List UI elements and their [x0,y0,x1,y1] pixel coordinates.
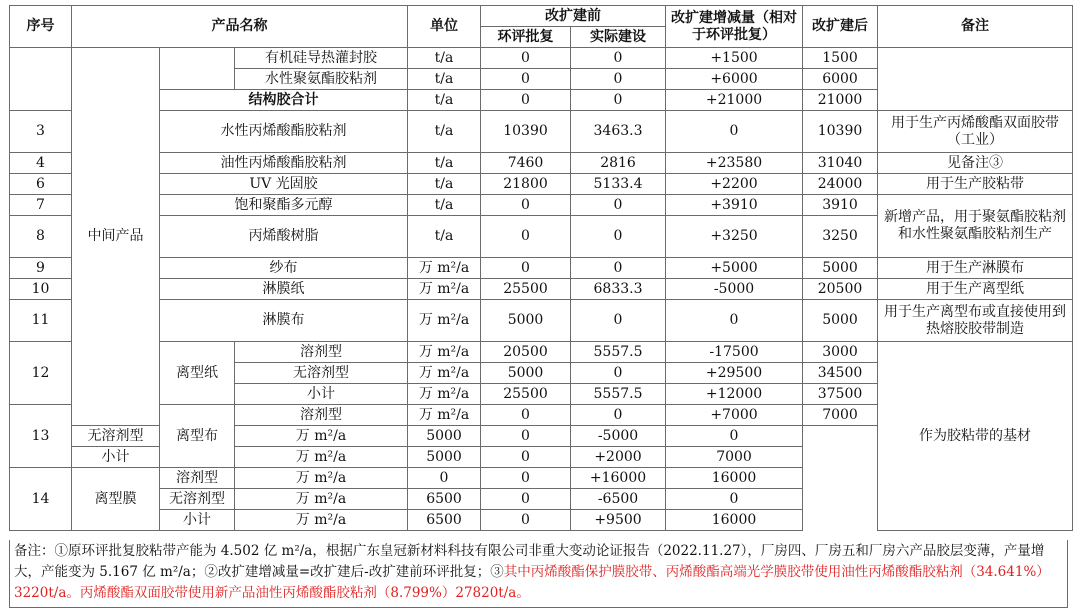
table-row [10,342,1073,363]
seq-cell: 9 [10,258,72,279]
actual-cell: 0 [571,195,666,216]
after-cell: 5000 [803,258,878,279]
unit-cell: 万 m²/a [235,510,408,531]
product-name: 纱布 [160,258,408,279]
change-cell: +16000 [571,468,666,489]
change-cell: +3910 [666,195,803,216]
change-cell: +6000 [666,69,803,90]
after-cell: 37500 [803,384,878,405]
seq-cell [10,48,72,111]
eia-cell: 6500 [408,510,481,531]
header-before-eia: 环评批复 [481,27,571,48]
change-cell: +29500 [666,363,803,384]
unit-cell: t/a [408,216,481,258]
after-cell: 16000 [666,468,803,489]
eia-cell: 0 [481,258,571,279]
seq-cell: 3 [10,111,72,153]
group-cell: 中间产品 [72,48,160,426]
after-cell: 5000 [803,300,878,342]
eia-cell: 10390 [481,111,571,153]
remark-cell: 用于生产丙烯酸酯双面胶带（工业） [878,111,1073,153]
eia-cell: 0 [481,216,571,258]
header-unit: 单位 [408,6,481,48]
remark-cell: 用于生产胶粘带 [878,174,1073,195]
category-cell: 离型膜 [72,468,160,531]
note-text: 备注：①原环评批复胶粘带产能为 4.502 亿 m²/a，根据广东皇冠新材料科技有限公司非重大变动论证报告（2022.11.27），厂房四、厂房五和厂房六产品胶层变薄，产量增大，产能变为 5.167 亿 m²/a；②改扩建增减量=改扩建后-改扩建前环评批复；③ [14,543,1045,580]
change-cell: +3250 [666,216,803,258]
product-capacity-table [9,5,1073,531]
unit-cell: 万 m²/a [408,342,481,363]
unit-cell: t/a [408,195,481,216]
seq-cell: 14 [10,468,72,531]
seq-cell: 10 [10,279,72,300]
after-cell: 21000 [803,90,878,111]
product-name: 无溶剂型 [72,426,160,447]
after-cell: 31040 [803,153,878,174]
change-cell: +9500 [571,510,666,531]
table-row [10,153,1073,174]
product-name: 溶剂型 [235,405,408,426]
after-cell: 3250 [803,216,878,258]
after-cell: 7000 [803,405,878,426]
actual-cell: 0 [481,447,571,468]
actual-cell: 5133.4 [571,174,666,195]
unit-cell: 万 m²/a [408,300,481,342]
eia-cell: 0 [481,405,571,426]
change-cell: 0 [666,300,803,342]
change-cell: +7000 [666,405,803,426]
eia-cell: 0 [481,90,571,111]
table-note [9,540,1068,608]
eia-cell: 25500 [481,384,571,405]
product-name: 溶剂型 [160,468,235,489]
header-before: 改扩建前 [481,6,666,27]
actual-cell: 0 [571,300,666,342]
unit-cell: t/a [408,153,481,174]
category-cell: 离型纸 [160,342,235,405]
actual-cell: 0 [481,468,571,489]
after-cell: 3910 [803,195,878,216]
eia-cell: 5000 [408,447,481,468]
product-name: UV 光固胶 [160,174,408,195]
unit-cell: 万 m²/a [408,279,481,300]
product-name: 小计 [235,384,408,405]
change-cell: +2000 [571,447,666,468]
remark-cell: 见备注③ [878,153,1073,174]
eia-cell: 20500 [481,342,571,363]
after-cell: 0 [666,426,803,447]
actual-cell: 5557.5 [571,342,666,363]
actual-cell: 0 [571,90,666,111]
remark-cell [878,48,1073,111]
actual-cell: 0 [571,363,666,384]
unit-cell: 万 m²/a [235,468,408,489]
eia-cell: 0 [408,468,481,489]
eia-cell: 5000 [481,300,571,342]
eia-cell: 21800 [481,174,571,195]
header-before-actual: 实际建设 [571,27,666,48]
product-name: 水性丙烯酸酯胶粘剂 [160,111,408,153]
unit-cell: 万 m²/a [408,384,481,405]
unit-cell: 万 m²/a [408,405,481,426]
unit-cell: t/a [408,90,481,111]
change-cell: -17500 [666,342,803,363]
product-name: 小计 [72,447,160,468]
product-name: 淋膜纸 [160,279,408,300]
after-cell: 6000 [803,69,878,90]
change-cell: +1500 [666,48,803,69]
unit-cell: 万 m²/a [408,363,481,384]
after-cell: 20500 [803,279,878,300]
unit-cell: t/a [408,48,481,69]
header-after: 改扩建后 [803,6,878,48]
actual-cell: 0 [571,216,666,258]
change-cell: +21000 [666,90,803,111]
after-cell: 0 [666,489,803,510]
product-name: 油性丙烯酸酯胶粘剂 [160,153,408,174]
change-cell: +23580 [666,153,803,174]
unit-cell: 万 m²/a [235,489,408,510]
after-cell: 1500 [803,48,878,69]
table-row [10,174,1073,195]
table-row [10,195,1073,216]
unit-cell: 万 m²/a [235,447,408,468]
eia-cell: 5000 [408,426,481,447]
table-row [10,300,1073,342]
header-change: 改扩建增减量（相对于环评批复） [666,6,803,48]
product-name: 淋膜布 [160,300,408,342]
actual-cell: 0 [571,258,666,279]
change-cell: -5000 [666,279,803,300]
table-row [10,111,1073,153]
remark-cell: 用于生产离型布或直接使用到热熔胶胶带制造 [878,300,1073,342]
header-product: 产品名称 [72,6,408,48]
header-seq: 序号 [10,6,72,48]
change-cell: -6500 [571,489,666,510]
change-cell: 0 [666,111,803,153]
unit-cell: 万 m²/a [408,258,481,279]
unit-cell: 万 m²/a [235,426,408,447]
unit-cell: t/a [408,111,481,153]
product-name: 无溶剂型 [235,363,408,384]
product-name: 丙烯酸树脂 [160,216,408,258]
eia-cell: 6500 [408,489,481,510]
product-name: 溶剂型 [235,342,408,363]
actual-cell: 0 [481,510,571,531]
actual-cell: 0 [571,405,666,426]
eia-cell: 0 [481,69,571,90]
product-name: 结构胶合计 [160,90,408,111]
change-cell: +5000 [666,258,803,279]
table-row [10,279,1073,300]
actual-cell: 6833.3 [571,279,666,300]
seq-cell: 6 [10,174,72,195]
remark-cell: 用于生产离型纸 [878,279,1073,300]
seq-cell: 8 [10,216,72,258]
after-cell: 24000 [803,174,878,195]
seq-cell: 13 [10,405,72,468]
product-name: 有机硅导热灌封胶 [235,48,408,69]
eia-cell: 25500 [481,279,571,300]
product-name: 水性聚氨酯胶粘剂 [235,69,408,90]
eia-cell: 7460 [481,153,571,174]
table-row [10,48,1073,69]
product-name: 小计 [160,510,235,531]
unit-cell: t/a [408,174,481,195]
seq-cell: 12 [10,342,72,405]
after-cell: 7000 [666,447,803,468]
eia-cell: 0 [481,48,571,69]
header-remark: 备注 [878,6,1073,48]
remark-cell: 作为胶粘带的基材 [878,342,1073,531]
actual-cell: 0 [481,426,571,447]
change-cell: -5000 [571,426,666,447]
after-cell: 34500 [803,363,878,384]
change-cell: +12000 [666,384,803,405]
after-cell: 16000 [666,510,803,531]
unit-cell: t/a [408,69,481,90]
eia-cell: 0 [481,195,571,216]
seq-cell: 4 [10,153,72,174]
table-row [10,258,1073,279]
note-text-highlight: 其中丙烯酸酯保护膜胶带、丙烯酸酯高端光学膜胶带使用油性丙烯酸酯胶粘剂（34.641%）3220t/a。丙烯酸酯双面胶带使用新产品油性丙烯酸酯胶粘剂（8.799%）27820t/a。 [14,564,1050,601]
after-cell: 10390 [803,111,878,153]
actual-cell: 2816 [571,153,666,174]
seq-cell: 11 [10,300,72,342]
blank-cell [160,48,235,90]
category-cell: 离型布 [160,405,235,468]
eia-cell: 5000 [481,363,571,384]
seq-cell: 7 [10,195,72,216]
actual-cell: 5557.5 [571,384,666,405]
product-name: 无溶剂型 [160,489,235,510]
actual-cell: 0 [571,69,666,90]
remark-cell: 新增产品，用于聚氨酯胶粘剂和水性聚氨酯胶粘剂生产 [878,195,1073,258]
actual-cell: 0 [481,489,571,510]
actual-cell: 3463.3 [571,111,666,153]
product-name: 饱和聚酯多元醇 [160,195,408,216]
change-cell: +2200 [666,174,803,195]
remark-cell: 用于生产淋膜布 [878,258,1073,279]
actual-cell: 0 [571,48,666,69]
after-cell: 3000 [803,342,878,363]
